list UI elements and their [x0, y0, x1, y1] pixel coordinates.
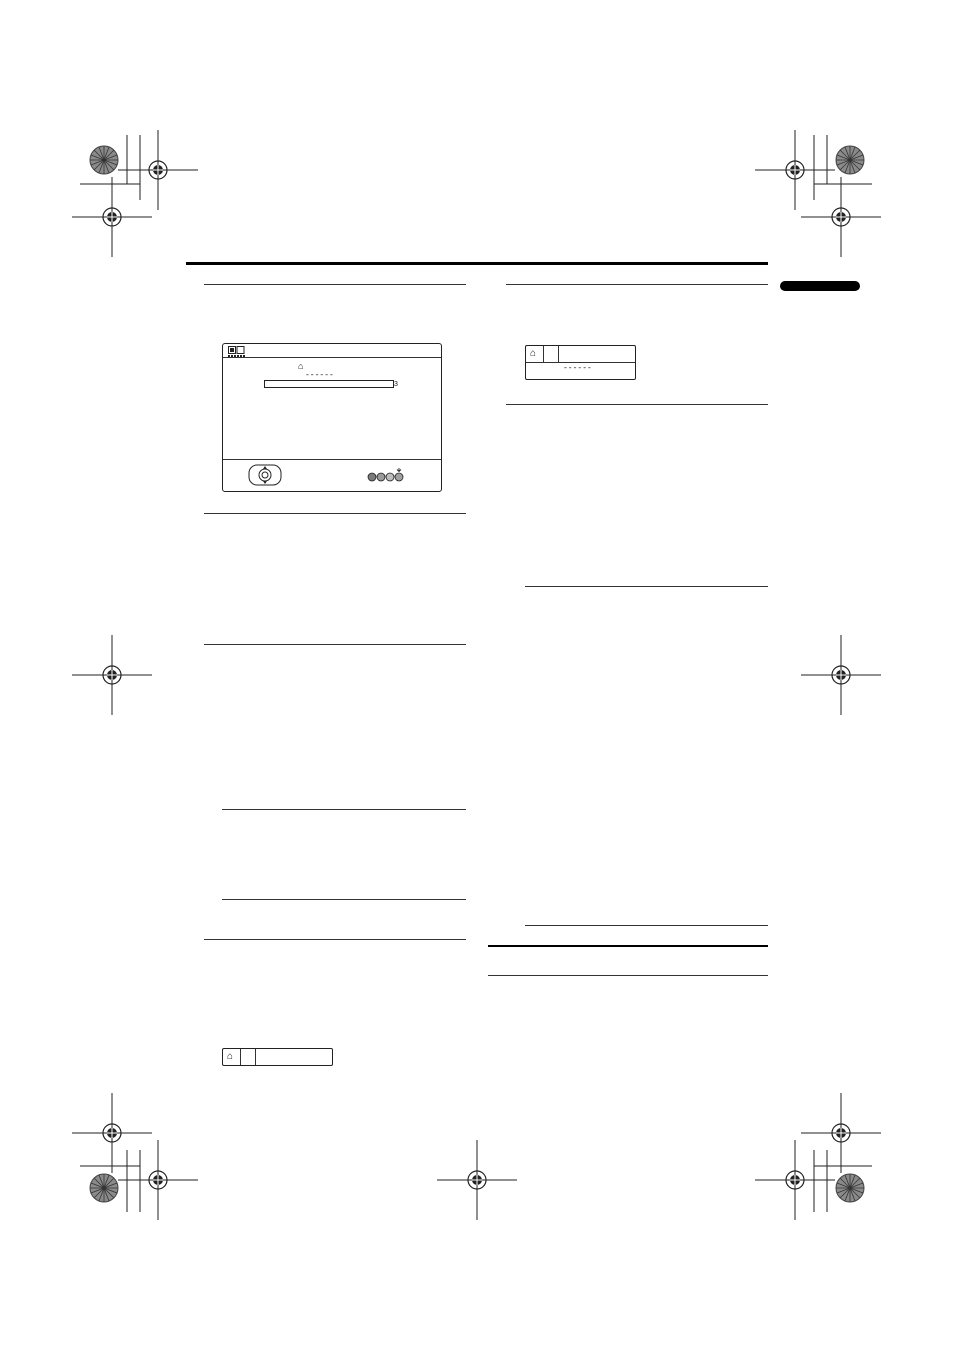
lock-icon: ⌂ — [227, 1051, 234, 1062]
header-rule — [186, 262, 768, 265]
sub-rule-r1 — [525, 586, 768, 587]
sub-rule-r2 — [525, 925, 768, 926]
screen-top-bar — [223, 357, 441, 358]
section-rule-2 — [204, 513, 466, 514]
color-buttons — [367, 468, 407, 484]
box-divider — [255, 1049, 256, 1065]
navigation-pad-icon — [248, 464, 282, 486]
section-rule-r4 — [488, 975, 768, 976]
section-rule-r2 — [506, 404, 768, 405]
section-rule-4 — [204, 939, 466, 940]
lock-box-bottom — [222, 1048, 333, 1066]
box-row-divider — [526, 362, 635, 363]
box-divider — [543, 346, 544, 362]
section-rule-1 — [204, 284, 466, 285]
tv-screen-illustration — [222, 343, 442, 492]
chapter-tab — [780, 281, 860, 291]
pin-entry-dashes: ------ — [305, 371, 334, 380]
lock-box-pin — [525, 345, 636, 380]
highlight-bar — [264, 380, 394, 388]
lock-icon: ⌂ — [298, 361, 304, 371]
pin-entry-dashes: ------ — [563, 364, 592, 373]
screen-bottom-bar — [223, 459, 441, 460]
box-divider — [558, 346, 559, 362]
sub-rule-2 — [222, 899, 466, 900]
section-rule-r1 — [506, 284, 768, 285]
section-rule-3 — [204, 644, 466, 645]
sub-rule-1 — [222, 809, 466, 810]
scroll-number: 3 — [394, 381, 398, 388]
menu-icon — [228, 346, 246, 359]
box-divider — [240, 1049, 241, 1065]
lock-icon: ⌂ — [530, 348, 537, 359]
section-rule-r3 — [488, 945, 768, 947]
